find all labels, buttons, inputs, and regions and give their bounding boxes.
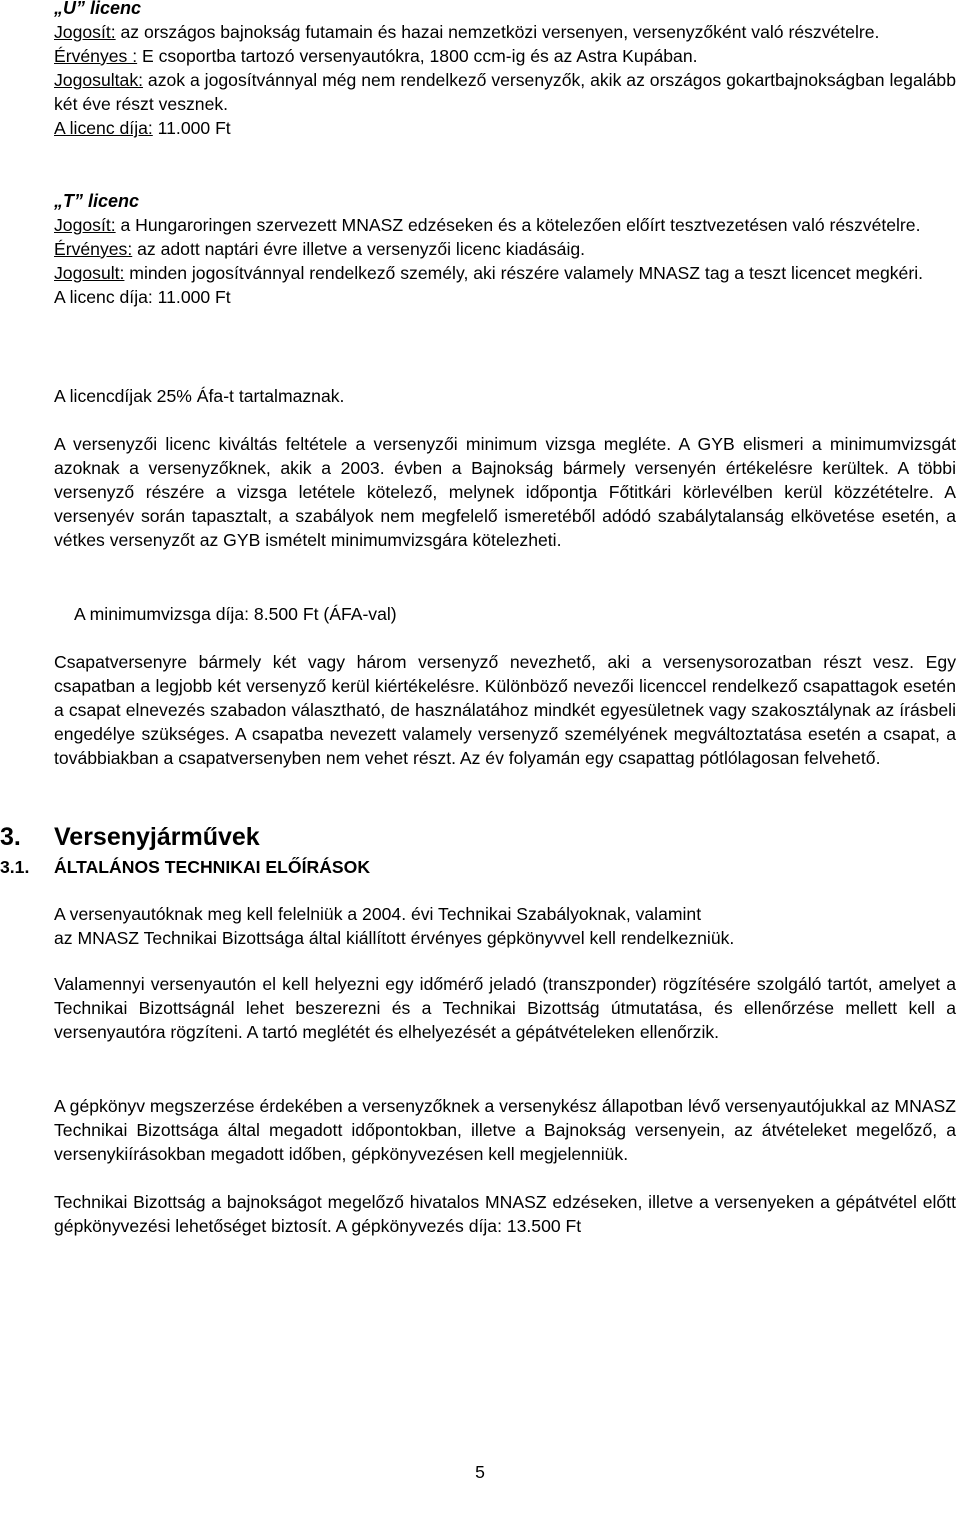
t-licenc-heading: „T” licenc — [54, 191, 140, 211]
section-number: 3.1. — [0, 857, 30, 877]
jogosult-text: minden jogosítvánnyal rendelkező személy, aki részére valamely MNASZ tag a teszt licencet megkéri. — [124, 263, 923, 283]
t-licenc-section — [54, 189, 956, 309]
t-licenc-jogosult — [54, 261, 956, 285]
t-licenc-ervenyes — [54, 237, 956, 261]
u-licenc-jogosultak — [54, 68, 956, 116]
jogosultak-label: Jogosultak: — [54, 70, 143, 90]
jogosit-text: az országos bajnokság futamain és hazai nemzetközi versenyen, versenyzőként való részvételre. — [115, 22, 880, 42]
page-number: 5 — [475, 1462, 485, 1482]
ervenyes-label: Érvényes: — [54, 239, 133, 259]
afa-note: A licencdíjak 25% Áfa-t tartalmaznak. — [54, 386, 345, 406]
section-title: Versenyjárművek — [54, 823, 260, 851]
minimum-exam-paragraph: A versenyzői licenc kiváltás feltétele a versenyzői minimum vizsga megléte. A GYB elismeri a minimumvizsgát azoknak a versenyzőknek, akik a 2003. évben a Bajnokság bármely versenyén értékelésre kerültek. A többi versenyző részére a vizsga letétele kötelező, melynek időpontja Főtitkári körlevélben kerül közzétételre. A versenyév során tapasztalt, a szabályok nem megfelelő ismeretéből adódó szabálytalanság elkövetése esetén, a vétkes versenyzőt az GYB ismételt minimumvizsgára kötelezheti. — [54, 434, 956, 550]
tech-line-2: az MNASZ Technikai Bizottsága által kiállított érvényes gépkönyvvel kell rendelkezniük. — [54, 928, 735, 948]
jogosultak-text: azok a jogosítvánnyal még nem rendelkező versenyzők, akik az országos gokartbajnokságban legalább két éve részt vesznek. — [54, 70, 956, 114]
tech-line-1: A versenyautóknak meg kell felelniük a 2004. évi Technikai Szabályoknak, valamint — [54, 904, 702, 924]
u-licenc-jogosit — [54, 20, 956, 44]
technical-committee-paragraph: Technikai Bizottság a bajnokságot megelőző hivatalos MNASZ edzéseken, illetve a versenyeken a gépátvétel előtt gépkönyvezési lehetőséget biztosít. A gépkönyvezés díja: 13.500 Ft — [54, 1192, 956, 1236]
u-licenc-heading: „U” licenc — [54, 0, 142, 18]
u-licenc-dij — [54, 116, 956, 140]
jogosult-label: Jogosult: — [54, 263, 125, 283]
jogosit-text: a Hungaroringen szervezett MNASZ edzéseken és a kötelezően előírt tesztvezetésen való részvételre. — [115, 215, 921, 235]
t-licenc-dij: A licenc díja: 11.000 Ft — [54, 287, 231, 307]
section-title: ÁLTALÁNOS TECHNIKAI ELŐÍRÁSOK — [54, 857, 371, 877]
technical-rules-paragraph — [54, 902, 956, 950]
team-competition-paragraph: Csapatversenyre bármely két vagy három versenyző nevezhető, aki a versenysorozatban részt vesz. Egy csapatban a legjobb két versenyző kerül kiértékelésre. Különböző nevezői licenccel rendelkező csapattagok esetén a csapat elnevezés szabadon választható, de használatához mindkét egyesületnek vagy szakosztálynak az írásbeli engedélye szükséges. A csapatba nevezett valamely versenyző személyének megváltoztatása esetén a csapat, a továbbiakban a csapatversenyben nem vehet részt. Az év folyamán egy csapattag pótlólagosan felvehető. — [54, 652, 956, 768]
u-licenc-ervenyes — [54, 44, 956, 68]
section-number: 3. — [0, 823, 21, 851]
minimum-exam-fee: A minimumvizsga díja: 8.500 Ft (ÁFA-val) — [74, 604, 397, 624]
t-licenc-jogosit — [54, 213, 956, 237]
dij-label: A licenc díja: — [54, 118, 153, 138]
jogosit-label: Jogosít: — [54, 22, 116, 42]
u-licenc-section — [54, 0, 956, 140]
ervenyes-text: az adott naptári évre illetve a versenyzői licenc kiadásáig. — [132, 239, 586, 259]
ervenyes-label: Érvényes : — [54, 46, 138, 66]
ervenyes-text: E csoportba tartozó versenyautókra, 1800 ccm-ig és az Astra Kupában. — [137, 46, 698, 66]
gepkonyv-paragraph: A gépkönyv megszerzése érdekében a versenyzőknek a versenykész állapotban lévő versenyautójukkal az MNASZ Technikai Bizottsága által megadott időpontokban, illetve a Bajnokság versenyein, az átvételeket megelőző, a versenykiírásokban megadott időben, gépkönyvezésen kell megjelenniük. — [54, 1096, 956, 1164]
transponder-paragraph: Valamennyi versenyautón el kell helyezni egy időmérő jeladó (transzponder) rögzítésére szolgáló tartót, amelyet a Technikai Bizottságnál lehet beszerezni és a Technikai Bizottság útmutatása, és ellenőrzése mellett kell a versenyautóra rögzíteni. A tartó meglétét és elhelyezését a gépátvételeken ellenőrzik. — [54, 974, 956, 1042]
jogosit-label: Jogosít: — [54, 215, 116, 235]
section-3-heading — [0, 822, 956, 852]
dij-text: 11.000 Ft — [152, 118, 231, 138]
section-3-1-heading — [0, 855, 956, 879]
